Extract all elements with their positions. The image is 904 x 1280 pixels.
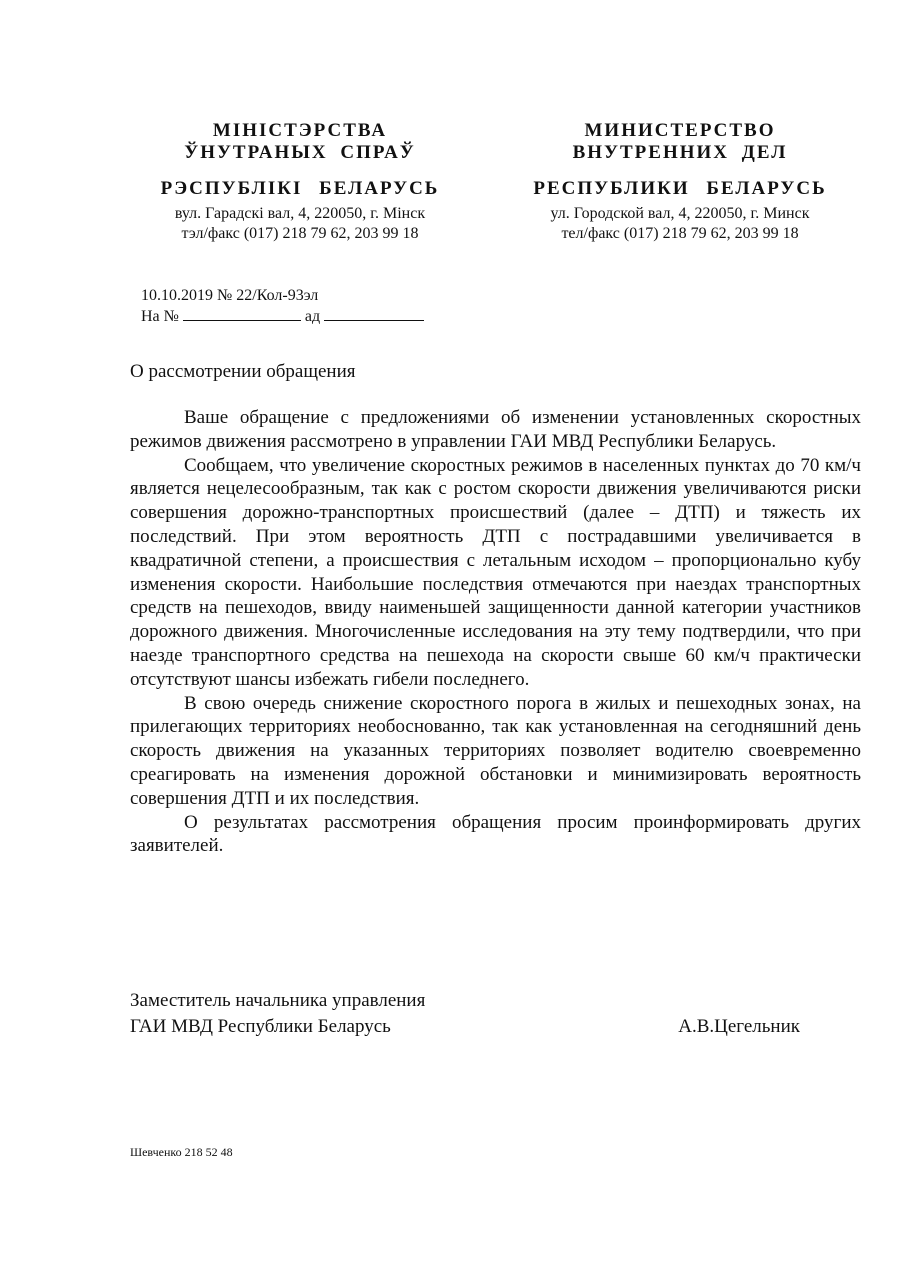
ministry-name-line1-be: МІНІСТЭРСТВА: [212, 120, 388, 141]
reference-block: [141, 286, 424, 327]
reply-prefix: На №: [141, 308, 179, 325]
letterhead-belarusian: [140, 120, 460, 244]
reply-reference-line: [141, 306, 424, 327]
paragraph: В свою очередь снижение скоростного порога в жилых и пешеходных зонах, на прилегающих территориях необоснованно, так как установленная на сегодняшний день скорость движения на указанных территориях позволяет водителю своевременно среагировать на изменения дорожной обстановки и минимизировать вероятность совершения ДТП и их последствия.: [130, 692, 861, 809]
outgoing-date-number: 10.10.2019 № 22/Кол-93эл: [141, 287, 319, 304]
signature-block: [130, 988, 800, 1040]
executor-note: Шевченко 218 52 48: [130, 1145, 233, 1159]
reply-from: ад: [304, 308, 321, 325]
phone-be: тэл/факс (017) 218 79 62, 203 99 18: [181, 225, 419, 242]
ministry-name-line2-ru: ВНУТРЕННИХ ДЕЛ: [572, 142, 788, 163]
signatory-position-line1: Заместитель начальника управления: [130, 990, 426, 1011]
letter-subject: О рассмотрении обращения: [130, 361, 356, 382]
paragraph: Ваше обращение с предложениями об изменении установленных скоростных режимов движения рассмотрено в управлении ГАИ МВД Республики Беларусь.: [130, 407, 861, 452]
ministry-name-line1-ru: МИНИСТЕРСТВО: [584, 120, 776, 141]
reply-number-blank: [183, 306, 301, 321]
address-be: вул. Гарадскі вал, 4, 220050, г. Мінск: [174, 205, 426, 222]
republic-name-ru: РЕСПУБЛИКИ БЕЛАРУСЬ: [533, 178, 827, 199]
paragraph: Сообщаем, что увеличение скоростных режимов в населенных пунктах до 70 км/ч является нецелесообразным, так как с ростом скорости движения увеличиваются риски совершения дорожно-транспортных происшествий (далее – ДТП) и тяжесть их последствий. При этом вероятность ДТП с пострадавшими увеличивается в квадратичной степени, а происшествия с летальным исходом – пропорционально кубу изменения скорости. Наибольшие последствия отмечаются при наездах транспортных средств на пешеходов, ввиду наименьшей защищенности данной категории участников дорожного движения. Многочисленные исследования на эту тему подтвердили, что при наезде транспортного средства на пешехода на скорости свыше 60 км/ч практически отсутствуют шансы избежать гибели последнего.: [130, 454, 861, 690]
reply-date-blank: [324, 306, 424, 321]
signatory-name: А.В.Цегельник: [678, 1016, 800, 1037]
ministry-name-line2-be: ЎНУТРАНЫХ СПРАЎ: [184, 142, 416, 163]
phone-ru: тел/факс (017) 218 79 62, 203 99 18: [561, 225, 799, 242]
republic-name-be: РЭСПУБЛІКІ БЕЛАРУСЬ: [160, 178, 440, 199]
letterhead-russian: [520, 120, 840, 244]
paragraph: О результатах рассмотрения обращения просим проинформировать других заявителей.: [130, 811, 861, 857]
address-ru: ул. Городской вал, 4, 220050, г. Минск: [550, 205, 810, 222]
signatory-position-line2: ГАИ МВД Республики Беларусь: [130, 1016, 391, 1037]
letter-body: [130, 406, 861, 858]
